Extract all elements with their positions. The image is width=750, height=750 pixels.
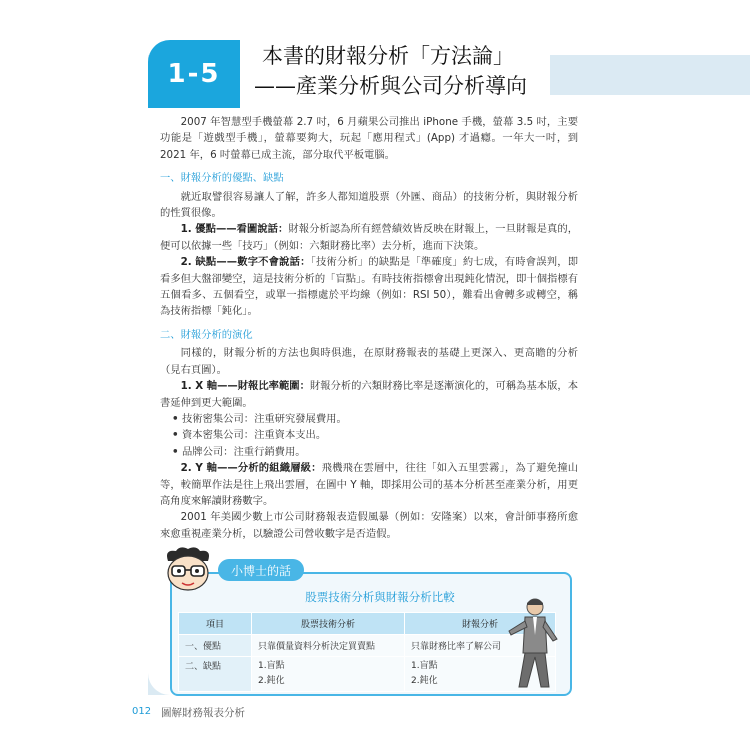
table-row — [179, 635, 556, 657]
y-axis-text: 飛機飛在雲層中，往往「如入五里雲霧」，為了避免撞山等，較簡單作法是往上飛出雲層，在圖中 Y 軸，即採用公司的基本分析甚至產業分析，用更高角度來解讀財務數字。 — [160, 462, 578, 507]
paragraph-enron: 2001 年美國少數上市公司財務報表造假風暴（例如：安隆案）以來，會計師事務所愈來愈重視產業分析，以驗證公司營收數字是否造假。 — [160, 511, 578, 540]
row-label: 一、優點 — [179, 635, 252, 657]
bullet-text: 技術密集公司：注重研究發展費用。 — [182, 412, 347, 425]
pointing-man-icon — [505, 595, 563, 691]
paragraph-disadvantage — [160, 254, 578, 320]
bullet-glyph: • — [172, 445, 179, 458]
bullet-text: 資本密集公司：注重資本支出。 — [182, 429, 327, 442]
paragraph-evolution: 同樣的，財報分析的方法也與時俱進，在原財務報表的基礎上更深入、更高瞻的分析（見右頁圖）。 — [160, 347, 578, 376]
x-axis-text: 財報分析的六類財務比率是逐漸演化的，可稱為基本版，本書延伸到更大範圍。 — [160, 380, 579, 409]
section-number: 1-5 — [167, 59, 221, 89]
header-cell-technical: 股票技術分析 — [252, 613, 405, 635]
disadvantage-label: 2. 缺點——數字不會說話： — [180, 256, 311, 269]
comparison-table — [178, 612, 556, 692]
main-text — [160, 114, 578, 542]
advantage-label: 1. 優點——看圖說話： — [180, 223, 289, 236]
section-heading-2: 二、財報分析的演化 — [160, 328, 253, 341]
paragraph-analogy: 就近取譬很容易讓人了解，許多人都知道股票（外匯、商品）的技術分析，與財報分析的性質很像。 — [160, 190, 578, 220]
header-cell-item: 項目 — [179, 613, 252, 635]
section-heading-1: 一、財報分析的優點、缺點 — [160, 172, 284, 185]
table-cell: 1.盲點 2.鈍化 — [405, 657, 556, 692]
y-axis-label: 2. Y 軸——分析的組織層級： — [180, 462, 322, 475]
bullet-item — [160, 427, 578, 443]
paragraph-advantage — [160, 221, 578, 254]
page-number: 012 — [132, 706, 152, 717]
table-cell: 只靠價量資料分析決定買賣點 — [252, 635, 405, 657]
table-cell: 只靠財務比率了解公司 — [405, 635, 556, 657]
paragraph-x-axis — [160, 378, 578, 411]
title-line-1: 本書的財報分析「方法論」 — [262, 44, 514, 68]
paragraph-intro: 2007 年智慧型手機螢幕 2.7 吋，6 月蘋果公司推出 iPhone 手機，螢幕 3.5 吋，主要功能是「遊戲型手機」，螢幕要夠大，玩起「應用程式」(App) 才過癮。一年大一吋，到 2021 年，6 吋螢幕已成主流，部分取代平板電腦。 — [160, 116, 578, 161]
table-row — [179, 657, 556, 692]
bullet-item — [160, 444, 578, 460]
bullet-glyph: • — [172, 429, 179, 442]
cartoon-face-icon — [158, 545, 218, 593]
bullet-text: 品牌公司：注重行銷費用。 — [182, 445, 306, 458]
table-cell: 1.盲點 2.鈍化 — [252, 657, 405, 692]
table-header-row — [179, 613, 556, 635]
tip-label: 小博士的話 — [218, 559, 304, 581]
paragraph-y-axis — [160, 460, 578, 509]
bullet-glyph: • — [172, 412, 179, 425]
x-axis-label: 1. X 軸——財報比率範圍： — [180, 380, 310, 393]
row-label: 二、缺點 — [179, 657, 252, 692]
header-cell-financial: 財報分析 — [405, 613, 556, 635]
title-line-2: ——產業分析與公司分析導向 — [254, 74, 527, 98]
disadvantage-text: 「技術分析」的缺點是「準確度」約七成，有時會誤判，即看多但大盤卻變空，這是技術分析的「盲點」。有時技術指標會出現鈍化情況，即十個指標有五個看多、五個看空，或單一指標處於平均線（例如：RSI 50），難看出會轉多或轉空，稱為技術指標「鈍化」。 — [160, 256, 578, 318]
tip-title: 股票技術分析與財報分析比較 — [305, 590, 455, 604]
book-title: 圖解財務報表分析 — [161, 707, 245, 719]
advantage-text: 財報分析認為所有經營績效皆反映在財報上，一旦財報是真的，便可以依據一些「技巧」（例如：六類財務比率）去分析，進而下決策。 — [160, 223, 578, 252]
section-number-badge — [148, 40, 240, 108]
bullet-item — [160, 411, 578, 427]
